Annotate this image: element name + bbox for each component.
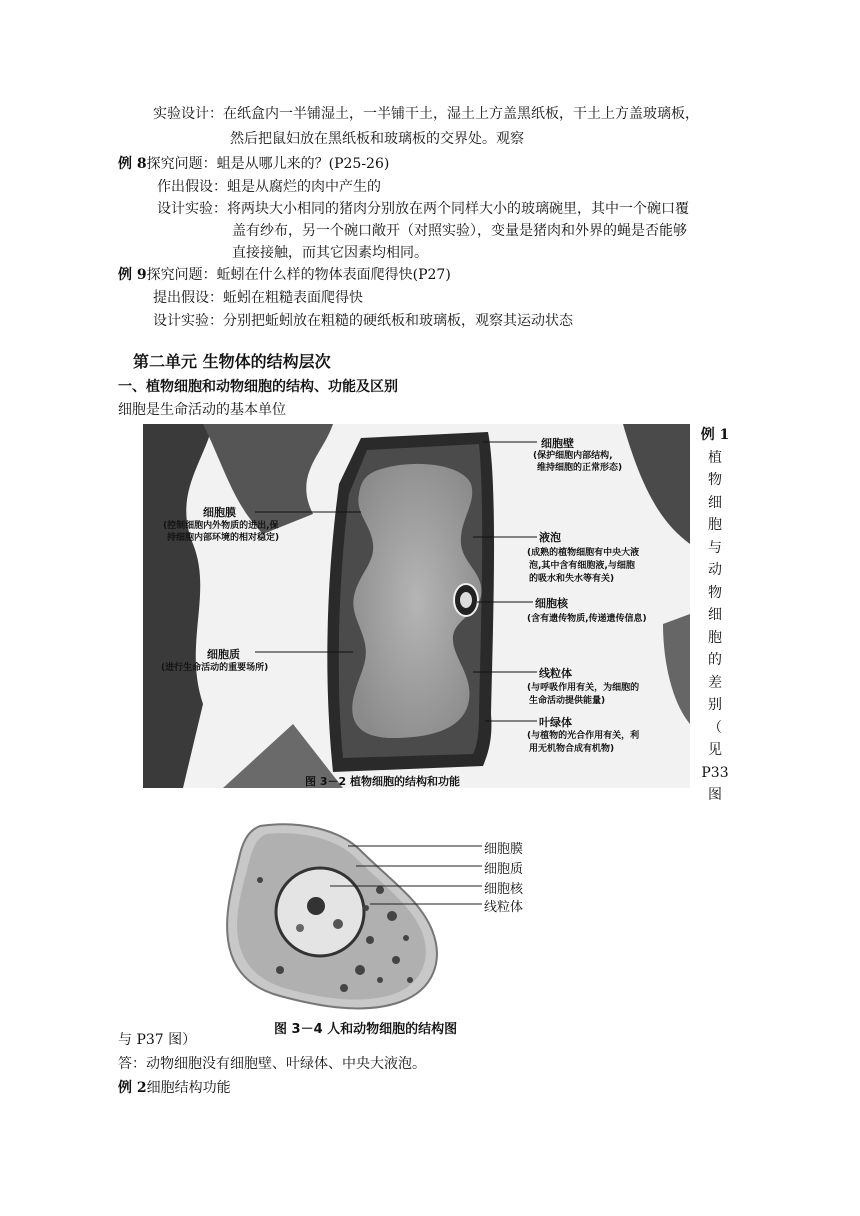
side-char: 别 <box>708 697 722 713</box>
intro-line: 细胞是生命活动的基本单位 <box>118 402 286 418</box>
vacuole-desc-3: 的吸水和失水等有关) <box>529 574 615 584</box>
side-char: 的 <box>708 652 722 668</box>
cell-wall-desc-1: (保护细胞内部结构, <box>533 451 613 461</box>
side-char: 差 <box>708 674 722 691</box>
nucleus-label: 细胞核 <box>535 597 568 610</box>
side-char: 细 <box>708 607 722 623</box>
experiment-design-line: 实验设计：在纸盒内一半铺湿土，一半铺干土，湿土上方盖黑纸板，干土上方盖玻璃板， <box>153 106 699 122</box>
figure-2-caption: 图 3－4 人和动物细胞的结构图 <box>274 1022 458 1037</box>
side-char: 动 <box>708 562 722 578</box>
animal-nucleus-label: 细胞核 <box>484 882 524 897</box>
cytoplasm-desc: (进行生命活动的重要场所) <box>161 663 269 673</box>
example-9-label: 例 9 <box>118 267 147 283</box>
vacuole-desc-1: (成熟的植物细胞有中央大液 <box>527 548 640 558</box>
mitochondria-desc-2: 生命活动提供能量) <box>529 696 606 706</box>
chloroplast-label: 叶绿体 <box>539 716 572 729</box>
example-2 <box>118 1078 231 1098</box>
cell-wall-label: 细胞壁 <box>541 437 574 450</box>
membrane-desc-2: 持细胞内部环境的相对稳定) <box>167 533 280 543</box>
plant-cell-figure <box>143 424 690 788</box>
cell-wall-desc-2: 维持细胞的正常形态) <box>537 463 623 473</box>
hypothesis-line-9: 提出假设：蚯蚓在粗糙表面爬得快 <box>153 290 363 306</box>
side-char: 见 <box>708 742 722 758</box>
cytoplasm-label: 细胞质 <box>207 648 240 661</box>
example-8-label: 例 8 <box>118 156 147 172</box>
continuation-line: 与 P37 图） <box>118 1032 197 1048</box>
example-9-question: 探究问题：蚯蚓在什么样的物体表面爬得快(P27) <box>146 267 451 283</box>
design-line-9: 设计实验：分别把蚯蚓放在粗糙的硬纸板和玻璃板，观察其运动状态 <box>153 313 573 329</box>
side-char: 植 <box>708 449 722 466</box>
design-line: 设计实验：将两块大小相同的猪肉分别放在两个同样大小的玻璃碗里，其中一个碗口覆 <box>157 201 689 217</box>
section-heading: 一、植物细胞和动物细胞的结构、功能及区别 <box>118 379 398 395</box>
side-char: 物 <box>708 584 722 601</box>
side-char: 胞 <box>708 517 722 533</box>
design-line-cont-1: 盖有纱布，另一个碗口敞开（对照实验），变量是猪肉和外界的蝇是否能够 <box>232 223 687 239</box>
mitochondria-label: 线粒体 <box>539 667 572 680</box>
animal-cell-figure <box>220 820 530 1040</box>
hypothesis-line: 作出假设：蛆是从腐烂的肉中产生的 <box>157 179 381 195</box>
animal-cytoplasm-label: 细胞质 <box>484 862 524 877</box>
unit-title: 第二单元 生物体的结构层次 <box>133 352 331 371</box>
chloroplast-desc-2: 用无机物合成有机物) <box>529 744 615 754</box>
example-9 <box>118 265 451 285</box>
side-vertical-text <box>700 424 730 807</box>
chloroplast-desc-1: (与植物的光合作用有关，利 <box>527 731 640 741</box>
example-2-label: 例 2 <box>118 1080 147 1096</box>
side-char: （ <box>708 719 722 736</box>
nucleus-desc: (含有遗传物质,传递遗传信息) <box>527 614 647 624</box>
example-8 <box>118 154 389 174</box>
vacuole-desc-2: 泡,其中含有细胞液,与细胞 <box>529 561 635 571</box>
side-char: P33 <box>701 764 729 781</box>
side-char: 图 <box>708 787 722 803</box>
animal-membrane-label: 细胞膜 <box>484 842 524 857</box>
example-8-question: 探究问题：蛆是从哪儿来的？(P25-26) <box>146 156 390 172</box>
mitochondria-desc-1: (与呼吸作用有关，为细胞的 <box>527 683 640 693</box>
membrane-desc-1: (控制细胞内外物质的进出,保 <box>163 521 279 531</box>
side-char: 与 <box>708 539 722 556</box>
example-2-text: 细胞结构功能 <box>146 1080 231 1096</box>
side-char: 胞 <box>708 629 722 646</box>
side-example-label: 例 1 <box>700 427 730 443</box>
animal-mitochondria-label: 线粒体 <box>484 900 524 915</box>
figure-1-caption: 图 3－2 植物细胞的结构和功能 <box>305 775 460 788</box>
side-char: 细 <box>708 494 722 511</box>
vacuole-label: 液泡 <box>539 531 561 544</box>
design-line-cont-2: 直接接触，而其它因素均相同。 <box>232 245 428 261</box>
experiment-design-line-cont: 然后把鼠妇放在黑纸板和玻璃板的交界处。观察 <box>230 131 524 147</box>
side-char: 物 <box>708 472 722 488</box>
membrane-label: 细胞膜 <box>203 506 236 519</box>
answer-line: 答：动物细胞没有细胞壁、叶绿体、中央大液泡。 <box>118 1056 426 1072</box>
